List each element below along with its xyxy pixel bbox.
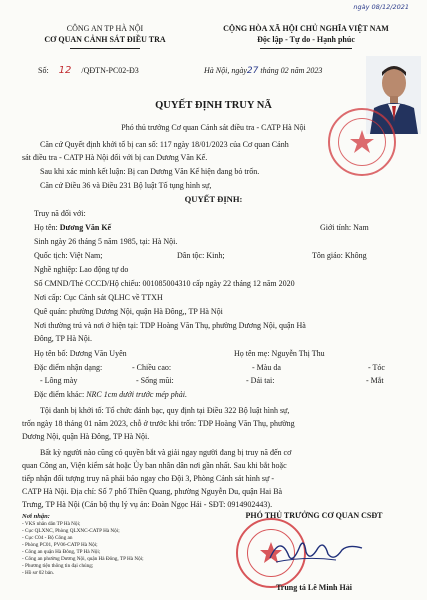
feature-hair: - Tóc [368, 363, 385, 372]
hometown-row: Quê quán: phường Dương Nội, quận Hà Đông,, TP Hà Nội [34, 307, 223, 316]
recipient-item: - Công an quận Hà Đông, TP Hà Nội; [22, 549, 101, 555]
basis-line-1: Căn cứ Quyết định khởi tố bị can số: 117 ngày 18/01/2023 của Cơ quan Cảnh [40, 140, 289, 149]
notice-line-4: CATP Hà Nội. Địa chỉ: Số 7 phố Thiền Quang, phường Nguyễn Du, quận Hai Bà [22, 487, 283, 496]
recipients-title: Nơi nhận: [22, 513, 50, 520]
father-row: Họ tên bố: Dương Văn Uyên [34, 349, 127, 358]
document-number-value: 12 [58, 65, 72, 76]
decision-heading: QUYẾT ĐỊNH: [184, 194, 243, 204]
republic-underline [260, 48, 352, 49]
crime-line-2: trốn ngày 18 tháng 01 năm 2023, chỗ ở trước khi trốn: TDP Hoàng Văn Thụ, phường [22, 419, 295, 428]
crime-line-3: Dương Nội, quận Hà Đông, TP Hà Nội. [22, 432, 150, 441]
issue-date: Hà Nội, ngày27 tháng 02 năm 2023 [204, 66, 323, 76]
basis-line-4: Căn cứ Điều 36 và Điều 231 Bộ luật Tố tụng hình sự, [40, 181, 212, 190]
notice-line-3: tiếp nhận đối tượng truy nã phải báo ngay cho Đội 3, Phòng Cảnh sát hình sự - [22, 474, 274, 483]
ethnic-row: Dân tộc: Kinh; [177, 251, 225, 260]
mother-row: Họ tên mẹ: Nguyễn Thị Thu [234, 349, 325, 358]
residence-row-2: Đông, TP Hà Nội. [34, 334, 92, 343]
recipient-item: - Cục QLXNC, Phòng QLXNC-CATP Hà Nội; [22, 528, 120, 534]
residence-row: Nơi thường trú và nơi ở hiện tại: TDP Hoàng Văn Thụ, phường Dương Nội, quận Hà [34, 321, 306, 330]
recipient-item: - Cục C04 - Bộ Công an [22, 535, 73, 541]
signature-scribble [266, 532, 366, 572]
nationality-row: Quốc tịch: Việt Nam; [34, 251, 103, 260]
recipient-item: - VKS nhân dân TP Hà Nội; [22, 521, 81, 527]
feature-skin: - Màu da [252, 363, 281, 372]
signer-name: Trung tá Lê Minh Hải [276, 583, 352, 592]
notice-line-5: Trưng, TP Hà Nội (Cán bộ thụ lý vụ án: Đoàn Ngọc Hải - SĐT: 0914902443). [22, 500, 273, 509]
agency-line-2: CƠ QUAN CẢNH SÁT ĐIỀU TRA [44, 35, 166, 44]
signer-role: PHÓ THỦ TRƯỞNG CƠ QUAN CSĐT [245, 511, 383, 520]
features-title: Đặc điểm nhận dạng: [34, 363, 103, 372]
birth-row: Sinh ngày 26 tháng 5 năm 1985, tại: Hà Nội. [34, 237, 178, 246]
feature-earlobe: - Dái tai: [246, 376, 275, 385]
basis-line-3: Sau khi xác minh kết luận: Bị can Dương Văn Kế hiện đang bỏ trốn. [40, 167, 260, 176]
gender-row: Giới tính: Nam [320, 223, 369, 232]
feature-nose: - Sống mũi: [136, 376, 174, 385]
basis-line-2: sát điều tra - CATP Hà Nội đối với bị can Dương Văn Kế. [22, 153, 208, 162]
document-title: QUYẾT ĐỊNH TRUY NÃ [155, 100, 272, 111]
suspect-name: Dương Văn Kế [59, 223, 112, 232]
recipient-item: - Phương tiện thông tin đại chúng; [22, 563, 94, 569]
document-number: Số: 12 /QĐTN-PC02-Đ3 [38, 65, 139, 76]
name-row: Họ tên: Dương Văn Kế [34, 223, 112, 232]
crime-line-1: Tội danh bị khởi tố: Tổ chức đánh bạc, quy định tại Điều 322 Bộ luật hình sự, [40, 406, 290, 415]
recipient-item: - Công an phường Dương Nội, quận Hà Đông, TP Hà Nội; [22, 556, 144, 562]
id-row: Số CMND/Thẻ CCCD/Hộ chiếu: 001085004310 cấp ngày 22 tháng 12 năm 2020 [34, 279, 295, 288]
wanted-for-label: Truy nã đối với: [34, 209, 86, 218]
job-row: Nghề nghiệp: Lao động tự do [34, 265, 129, 274]
republic-line-1: CỘNG HÒA XÃ HỘI CHỦ NGHĨA VIỆT NAM [223, 24, 389, 33]
feature-eyes: - Mắt [366, 376, 384, 385]
agency-underline [70, 48, 140, 49]
special-features-row: Đặc điểm khác: NRC 1cm dưới trước mép phải. [34, 390, 188, 399]
star-icon [330, 110, 394, 174]
issuer-line: Phó thủ trưởng Cơ quan Cảnh sát điều tra - CATP Hà Nội [121, 123, 306, 132]
agency-seal-top [328, 108, 396, 176]
feature-eyebrow: - Lông mày [40, 376, 78, 385]
notice-line-1: Bất kỳ người nào cũng có quyền bắt và giải ngay người đang bị truy nã đến cơ [40, 448, 292, 457]
recipient-item: - Hồ sơ 02 bản. [22, 570, 54, 576]
corner-date: ngày 08/12/2021 [353, 3, 409, 11]
notice-line-2: quan Công an, Viện kiểm sát hoặc Ủy ban nhân dân nơi gần nhất. Sau khi bắt hoặc [22, 461, 287, 470]
recipient-item: - Phòng PC01, PV06-CATP Hà Nội; [22, 542, 98, 548]
issued-row: Nơi cấp: Cục Cảnh sát QLHC về TTXH [34, 293, 163, 302]
religion-row: Tôn giáo: Không [312, 251, 367, 260]
feature-height: - Chiều cao: [132, 363, 172, 372]
agency-line-1: CÔNG AN TP HÀ NỘI [66, 24, 144, 33]
republic-line-2: Độc lập - Tự do - Hạnh phúc [257, 35, 355, 44]
